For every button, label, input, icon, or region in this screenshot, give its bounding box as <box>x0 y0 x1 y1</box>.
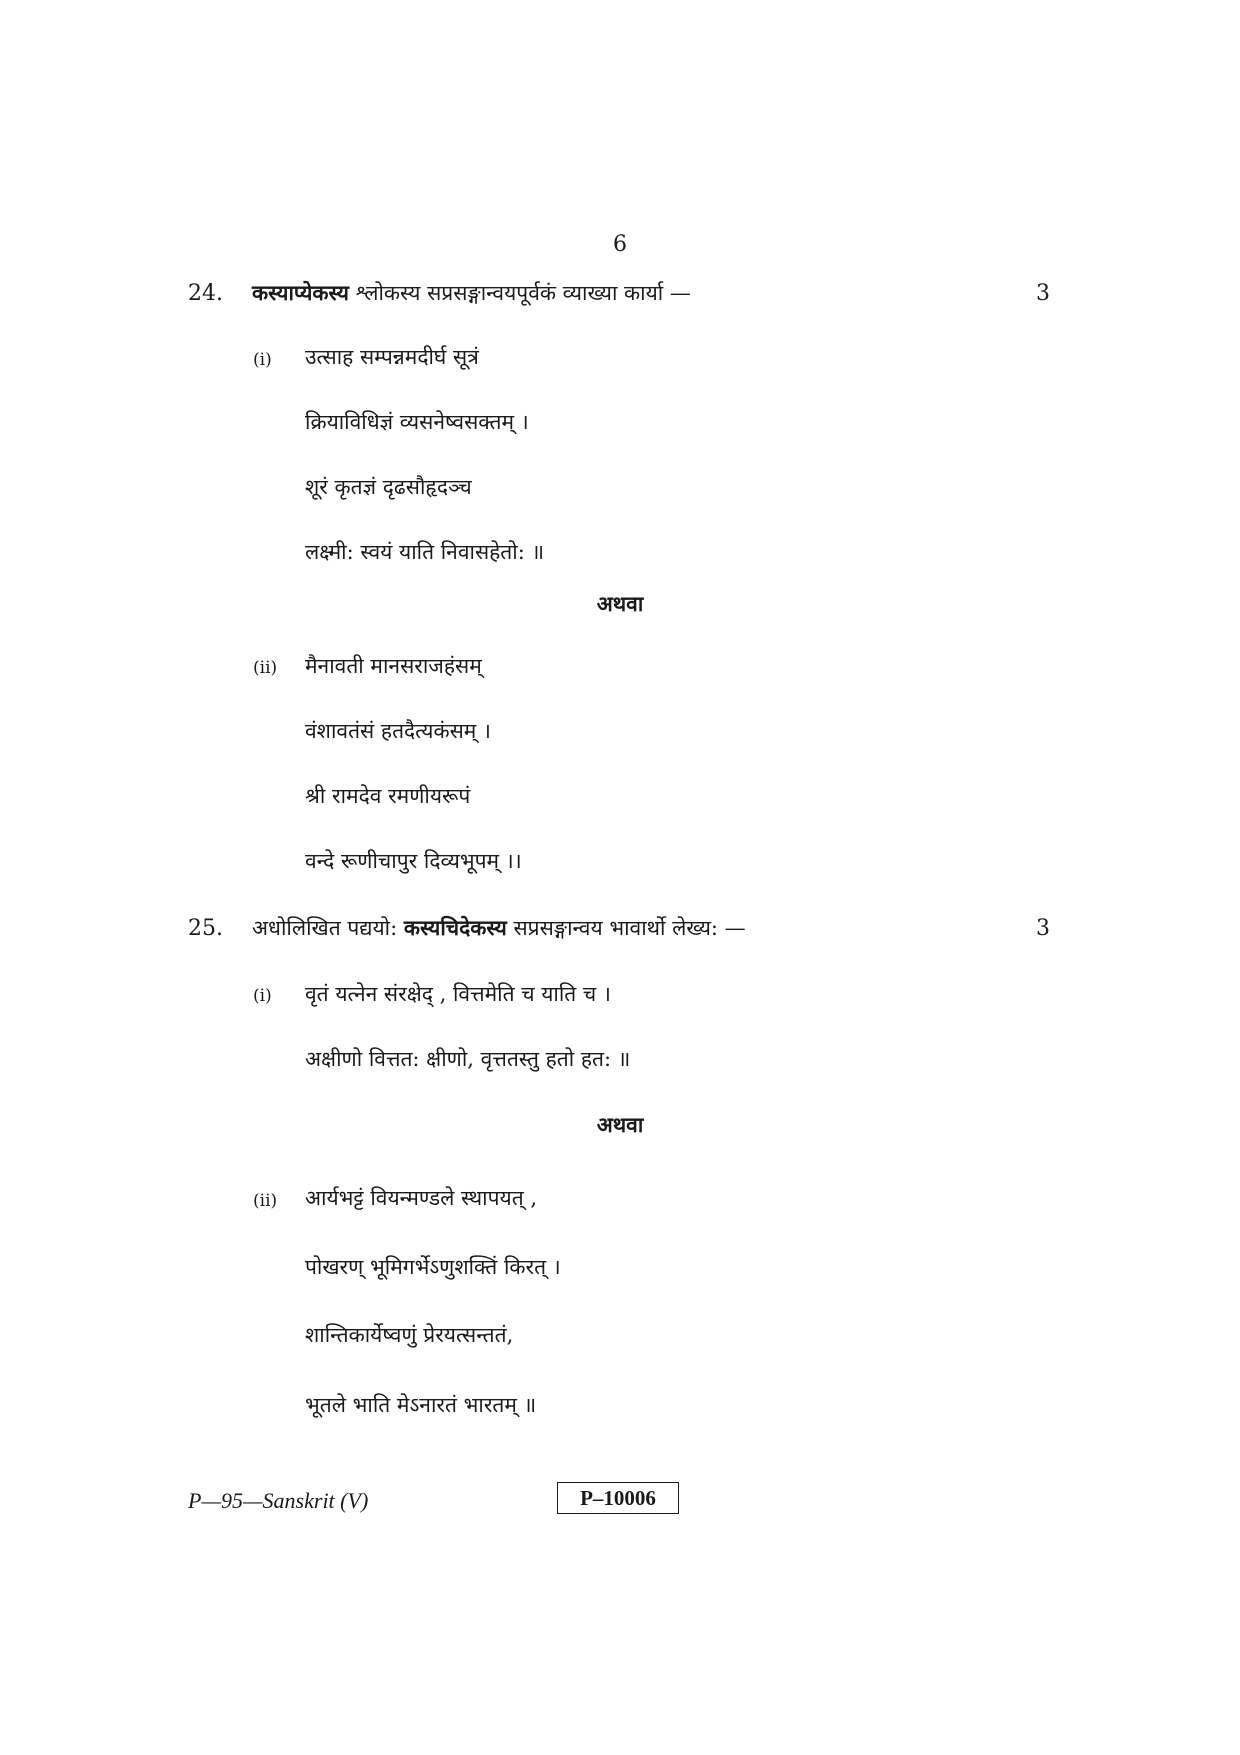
verse-line: उत्साह सम्पन्नमदीर्घ सूत्रं <box>305 345 479 369</box>
question-25-prompt-rest: सप्रसङ्गान्वय भावार्थो लेख्य: — <box>506 916 746 940</box>
question-25-prompt-pre: अधोलिखित पद्ययो: <box>252 916 404 940</box>
question-24-prompt-rest: श्लोकस्य सप्रसङ्गान्वयपूर्वकं व्याख्या कार्या — <box>348 281 691 305</box>
question-24-marks: 3 <box>1036 281 1050 306</box>
question-24-prompt <box>252 279 691 307</box>
question-25-prompt <box>252 914 746 942</box>
question-24-number: 24. <box>188 281 223 306</box>
question-25-number: 25. <box>188 916 223 941</box>
question-24-or-heading: अथवा <box>596 591 644 616</box>
verse-line: पोखरण् भूमिगर्भेऽणुशक्तिं किरत् । <box>305 1255 561 1279</box>
verse-line: वंशावतंसं हतदैत्यकंसम् । <box>305 719 491 743</box>
verse-line: अक्षीणो वित्तत: क्षीणो, वृत्ततस्तु हतो हत: ॥ <box>305 1047 631 1071</box>
verse-line: लक्ष्मी: स्वयं याति निवासहेतो: ॥ <box>305 540 545 564</box>
footer-paper-code: P–10006 <box>557 1482 679 1514</box>
verse-line: शान्तिकार्येष्वणुं प्रेरयत्सन्ततं, <box>305 1323 514 1347</box>
verse-line: शूरं कृतज्ञं दृढसौहृदञ्च <box>305 475 472 499</box>
question-24-option-i-label: (i) <box>253 350 272 370</box>
verse-line: भूतले भाति मेऽनारतं भारतम् ॥ <box>305 1393 537 1417</box>
verse-line: आर्यभट्टं वियन्मण्डले स्थापयत् , <box>305 1186 538 1210</box>
question-25-option-i-label: (i) <box>253 986 272 1006</box>
verse-line: मैनावती मानसराजहंसम् <box>305 654 482 678</box>
verse-line: क्रियाविधिज्ञं व्यसनेष्वसक्तम् । <box>305 410 529 434</box>
question-24-prompt-bold: कस्याप्येकस्य <box>252 280 349 305</box>
verse-line: श्री रामदेव रमणीयरूपं <box>305 784 471 808</box>
page-number: 6 <box>613 232 627 257</box>
question-24-option-ii-label: (ii) <box>253 658 278 678</box>
question-25-or-heading: अथवा <box>596 1112 644 1137</box>
footer-paper-label: P—95—Sanskrit (V) <box>188 1488 369 1513</box>
question-25-option-ii-label: (ii) <box>253 1191 278 1211</box>
question-25-prompt-bold: कस्यचिदेकस्य <box>403 915 507 940</box>
verse-line: वन्दे रूणीचापुर दिव्यभूपम् ।। <box>305 849 522 873</box>
verse-line: वृतं यत्नेन संरक्षेद् , वित्तमेति च याति च । <box>305 982 611 1006</box>
question-25-marks: 3 <box>1036 916 1050 941</box>
